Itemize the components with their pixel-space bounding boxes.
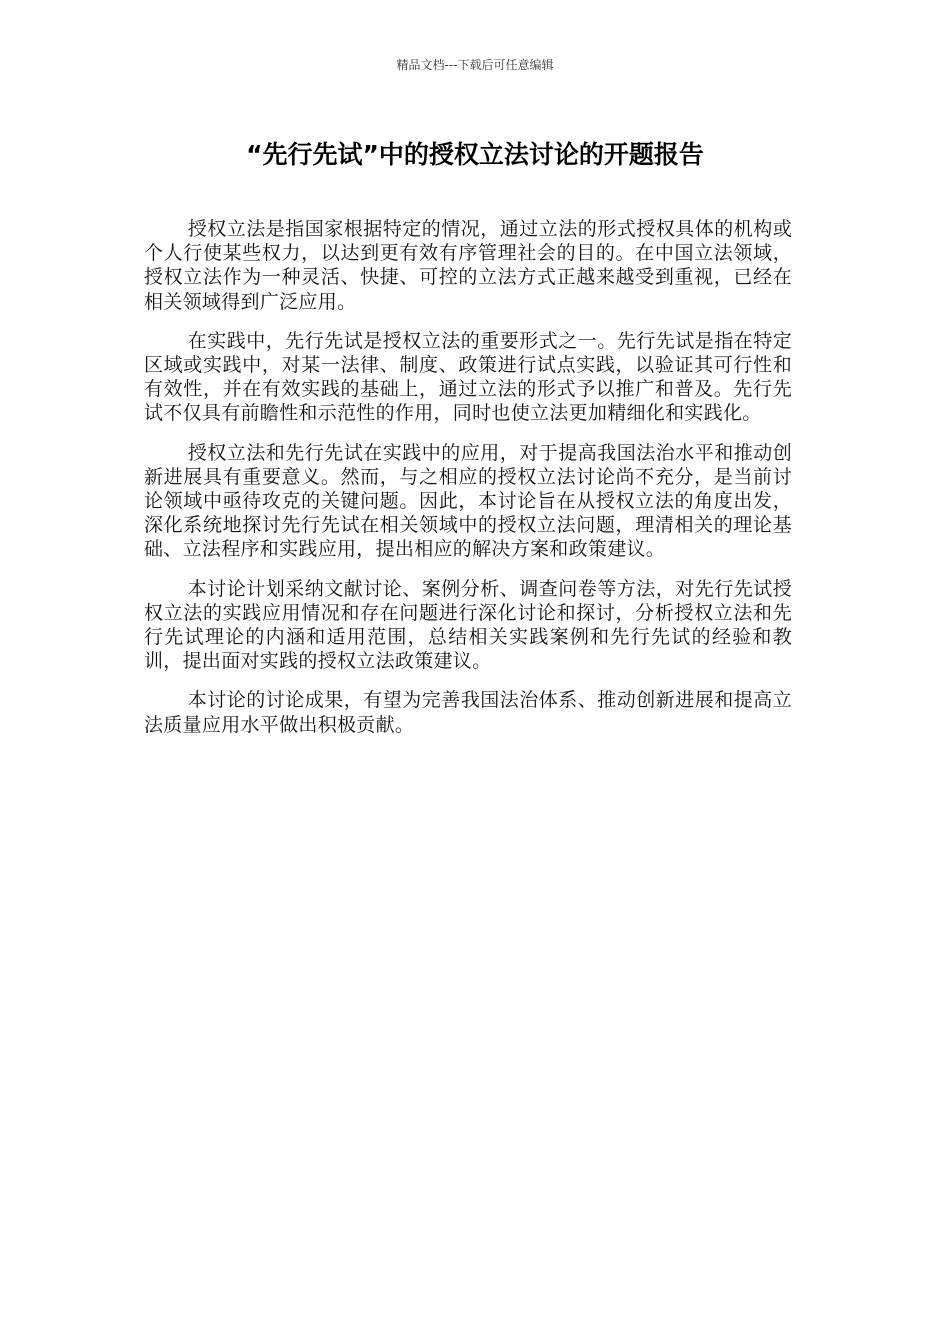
- header-note: 精品文档---下载后可任意编辑: [396, 58, 554, 72]
- paragraph-1: 授权立法是指国家根据特定的情况，通过立法的形式授权具体的机构或个人行使某些权力，以达到更有效有序管理社会的目的。在中国立法领域，授权立法作为一种灵活、快捷、可控的立法方式正越来越受到重视，已经在相关领域得到广泛应用。: [144, 218, 792, 313]
- paragraph-4: 本讨论计划采纳文献讨论、案例分析、调查问卷等方法，对先行先试授权立法的实践应用情况和存在问题进行深化讨论和探讨，分析授权立法和先行先试理论的内涵和适用范围，总结相关实践案例和先行先试的经验和教训，提出面对实践的授权立法政策建议。: [144, 577, 792, 673]
- paragraph-5: 本讨论的讨论成果，有望为完善我国法治体系、推动创新进展和提高立法质量应用水平做出积极贡献。: [144, 689, 792, 736]
- paragraph-2: 在实践中，先行先试是授权立法的重要形式之一。先行先试是指在特定区域或实践中，对某一法律、制度、政策进行试点实践，以验证其可行性和有效性，并在有效实践的基础上，通过立法的形式予以推广和普及。先行先试不仅具有前瞻性和示范性的作用，同时也使立法更加精细化和实践化。: [144, 329, 792, 425]
- paragraph-3: 授权立法和先行先试在实践中的应用，对于提高我国法治水平和推动创新进展具有重要意义。然而，与之相应的授权立法讨论尚不充分，是当前讨论领域中亟待攻克的关键问题。因此，本讨论旨在从授权立法的角度出发，深化系统地探讨先行先试在相关领域中的授权立法问题，理清相关的理论基础、立法程序和实践应用，提出相应的解决方案和政策建议。: [144, 441, 792, 561]
- document-title: “先行先试”中的授权立法讨论的开题报告: [246, 140, 704, 169]
- document-body: [144, 217, 792, 752]
